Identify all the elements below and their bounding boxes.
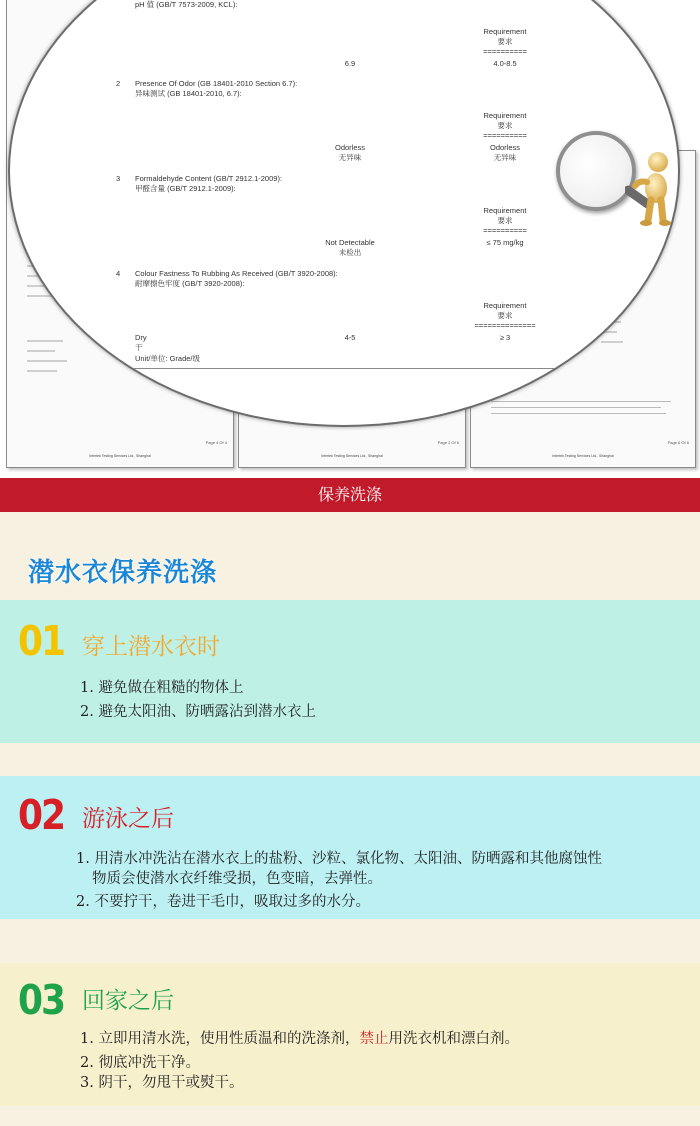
requirement-value: Odorless: [489, 143, 520, 152]
page-title: 潜水衣保养洗涤: [28, 558, 218, 588]
section-banner: 保养洗涤: [0, 478, 700, 512]
item-title-zh: 耐摩擦色牢度 (GB/T 3920-2008):: [135, 279, 245, 288]
requirement-value: ≥ 3: [499, 333, 511, 342]
test-result: 6.9: [344, 59, 356, 68]
list-item-text: 1. 立即用清水洗，使用性质温和的洗涤剂，: [80, 1031, 360, 1047]
list-item-continuation: 物质会使潜水衣纤维受损，色变暗，去弹性。: [92, 871, 382, 887]
row-label-zh: 干: [135, 343, 143, 352]
list-item-text: 用洗衣机和漂白剂。: [388, 1031, 519, 1047]
requirement-divider: ==========: [483, 226, 527, 235]
requirement-label-zh: 要求: [497, 311, 513, 320]
row-label: Dry: [135, 333, 147, 342]
requirement-divider: ==========: [483, 47, 527, 56]
test-result: Odorless: [334, 143, 365, 152]
section-number: 01: [18, 618, 65, 666]
care-section-02: [0, 776, 700, 919]
report-footer: Intertek Testing Services Ltd., Shanghai: [321, 454, 383, 458]
item-number: 4: [116, 269, 121, 278]
figure-holding-magnifier-icon: [625, 150, 675, 230]
test-result-zh: 未检出: [338, 248, 362, 257]
care-list: [80, 1029, 519, 1093]
page-number: Page 6 Of 6: [667, 440, 689, 445]
requirement-label: Requirement: [483, 27, 527, 36]
requirement-label-zh: 要求: [497, 37, 513, 46]
care-list: [80, 678, 316, 722]
list-item: 2. 避免太阳油、防晒露沾到潜水衣上: [80, 704, 316, 720]
list-item: 1. 避免做在粗糙的物体上: [80, 680, 244, 696]
list-item: 2. 彻底冲洗干净。: [80, 1055, 200, 1071]
test-report-collage: [0, 0, 700, 478]
care-list: [76, 849, 602, 912]
prohibited-text: 禁止: [359, 1031, 389, 1047]
requirement-label: Requirement: [483, 301, 527, 310]
requirement-value: ≤ 75 mg/kg: [486, 238, 524, 247]
page-number: Page 2 Of 6: [437, 440, 459, 445]
test-result-zh: 无异味: [338, 153, 362, 162]
requirement-value: 4.0-8.5: [493, 59, 517, 68]
item-number: 3: [116, 174, 121, 183]
requirement-label-zh: 要求: [497, 121, 513, 130]
care-section-03: [0, 963, 700, 1106]
item-title-en: Formaldehyde Content (GB/T 2912.1-2009):: [135, 174, 283, 183]
list-item: 3. 阴干，勿甩干或熨干。: [80, 1075, 244, 1091]
care-section-01: [0, 600, 700, 743]
requirement-label: Requirement: [483, 206, 527, 215]
test-result: 4-5: [344, 333, 356, 342]
item-title-zh: pH 值 (GB/T 7573-2009, KCL):: [135, 0, 238, 9]
requirement-value-zh: 无异味: [493, 153, 517, 162]
item-title-en: Presence Of Odor (GB 18401-2010 Section 6.7):: [135, 79, 298, 88]
magnifying-glass-icon: [556, 131, 636, 211]
section-number: 03: [18, 977, 65, 1025]
section-title: 穿上潜水衣时: [82, 634, 220, 660]
requirement-label: Requirement: [483, 111, 527, 120]
report-footer: Intertek Testing Services Ltd., Shanghai: [89, 454, 151, 458]
requirement-divider: ==============: [474, 321, 536, 330]
list-item: 2. 不要拧干，卷进干毛巾，吸取过多的水分。: [76, 894, 370, 910]
list-item: [80, 1029, 519, 1049]
magnified-report-area: [8, 0, 680, 427]
item-title-en: Colour Fastness To Rubbing As Received (GB/T 3920-2008):: [135, 269, 338, 278]
item-title-zh: 异味测试 (GB 18401-2010, 6.7):: [135, 89, 242, 98]
section-title: 游泳之后: [82, 806, 174, 832]
page-number: Page 4 Of 4: [205, 440, 227, 445]
list-item: 1. 用清水冲洗沾在潜水衣上的盐粉、沙粒、氯化物、太阳油、防晒露和其他腐蚀性: [76, 851, 602, 867]
requirement-label-zh: 要求: [497, 216, 513, 225]
unit-label: Unit/单位: Grade/级: [135, 354, 201, 363]
requirement-divider: ==========: [483, 131, 527, 140]
section-number: 02: [18, 792, 65, 840]
item-title-zh: 甲醛含量 (GB/T 2912.1-2009):: [135, 184, 236, 193]
test-result: Not Detectable: [325, 238, 375, 247]
report-footer: Intertek Testing Services Ltd., Shanghai: [552, 454, 614, 458]
section-title: 回家之后: [82, 988, 174, 1014]
item-number: 2: [116, 79, 121, 88]
